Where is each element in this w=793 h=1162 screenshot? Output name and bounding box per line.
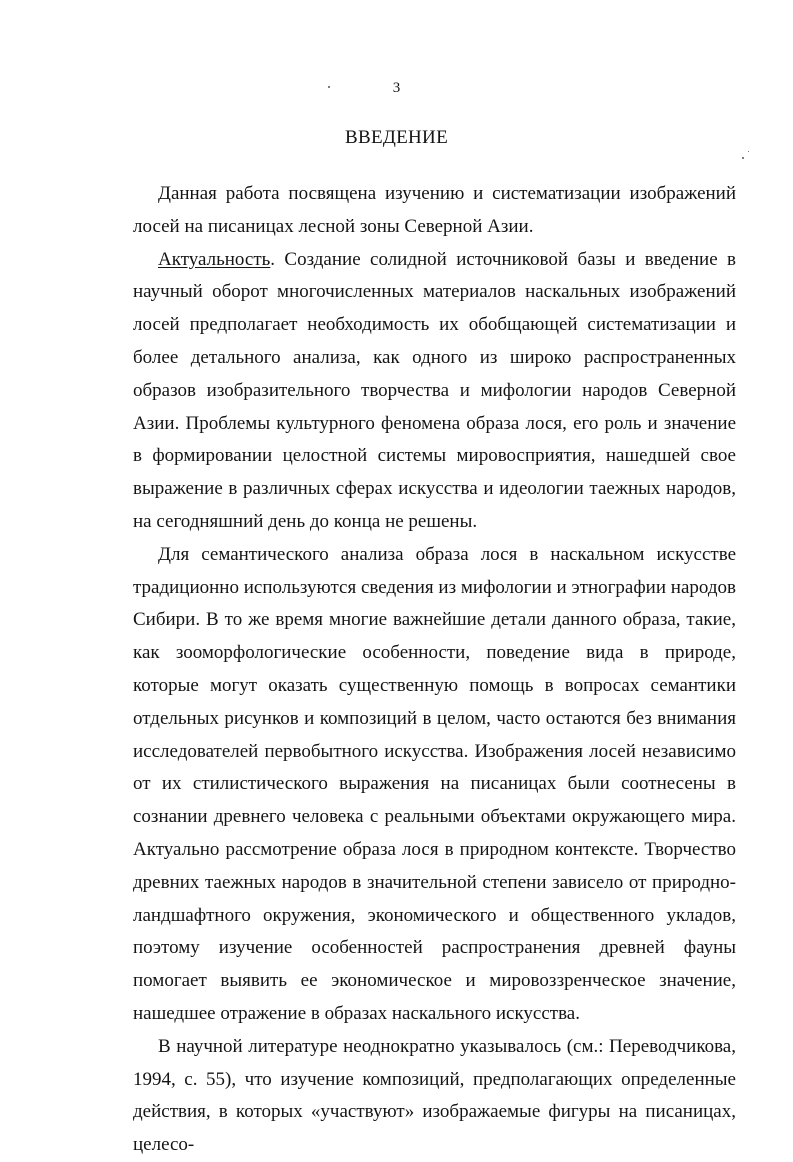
page-number: 3 xyxy=(392,80,401,96)
paragraph-relevance xyxy=(133,244,736,539)
paragraph-text: . Создание солидной источниковой базы и введение в научный оборот многочисленных материалов наскальных изображений лосей предполагает необходимость их обобщающей систематизации и более детального анализа, как одного из широко распространенных образов изобразительного творчества и мифологии народов Северной Азии. Проблемы культурного феномена образа лося, его роль и значение в формировании целостной системы мировосприятия, нашедшей свое выражение в различных сферах искусства и идеологии таежных народов, на сегодняшний день до конца не решены. xyxy=(133,248,736,532)
paragraph-text: В научной литературе неоднократно указывалось (см.: Переводчикова, 1994, с. 55), что изучение композиций, предполагающих определенные действия, в которых «участвуют» изображаемые фигуры на писаницах, целесо- xyxy=(133,1035,736,1156)
body-text xyxy=(133,178,736,1162)
paragraph-intro xyxy=(133,178,736,244)
paragraph-literature xyxy=(133,1031,736,1162)
paragraph-text: Данная работа посвящена изучению и систематизации изображений лосей на писаницах лесной зоны Северной Азии. xyxy=(133,183,736,237)
relevance-term: Актуальность xyxy=(158,248,271,270)
paragraph-semantics xyxy=(133,539,736,1031)
paragraph-text: Для семантического анализа образа лося в наскальном искусстве традиционно используются сведения из мифологии и этнографии народов Сибири. В то же время многие важнейшие детали данного образа, такие, как зооморфологические особенности, поведение вида в природе, которые могут оказать существенную помощь в вопросах семантики отдельных рисунков и композиций в целом, часто остаются без внимания исследователей первобытного искусства. Изображения лосей независимо от их стилистического выражения на писаницах были соотнесены в сознании древнего человека с реальными объектами окружающего мира. Актуально рассмотрение образа лося в природном контексте. Творчество древних таежных народов в значительной степени зависело от природно-ландшафтного окружения, экономического и общественного укладов, поэтому изучение особенностей распространения древней фауны помогает выявить ее экономическое и мировоззренческое значение, нашедшее отражение в образах наскального искусства. xyxy=(133,543,736,1024)
scan-speck xyxy=(748,151,749,152)
scan-speck xyxy=(742,157,744,159)
section-heading: ВВЕДЕНИЕ xyxy=(345,127,448,148)
